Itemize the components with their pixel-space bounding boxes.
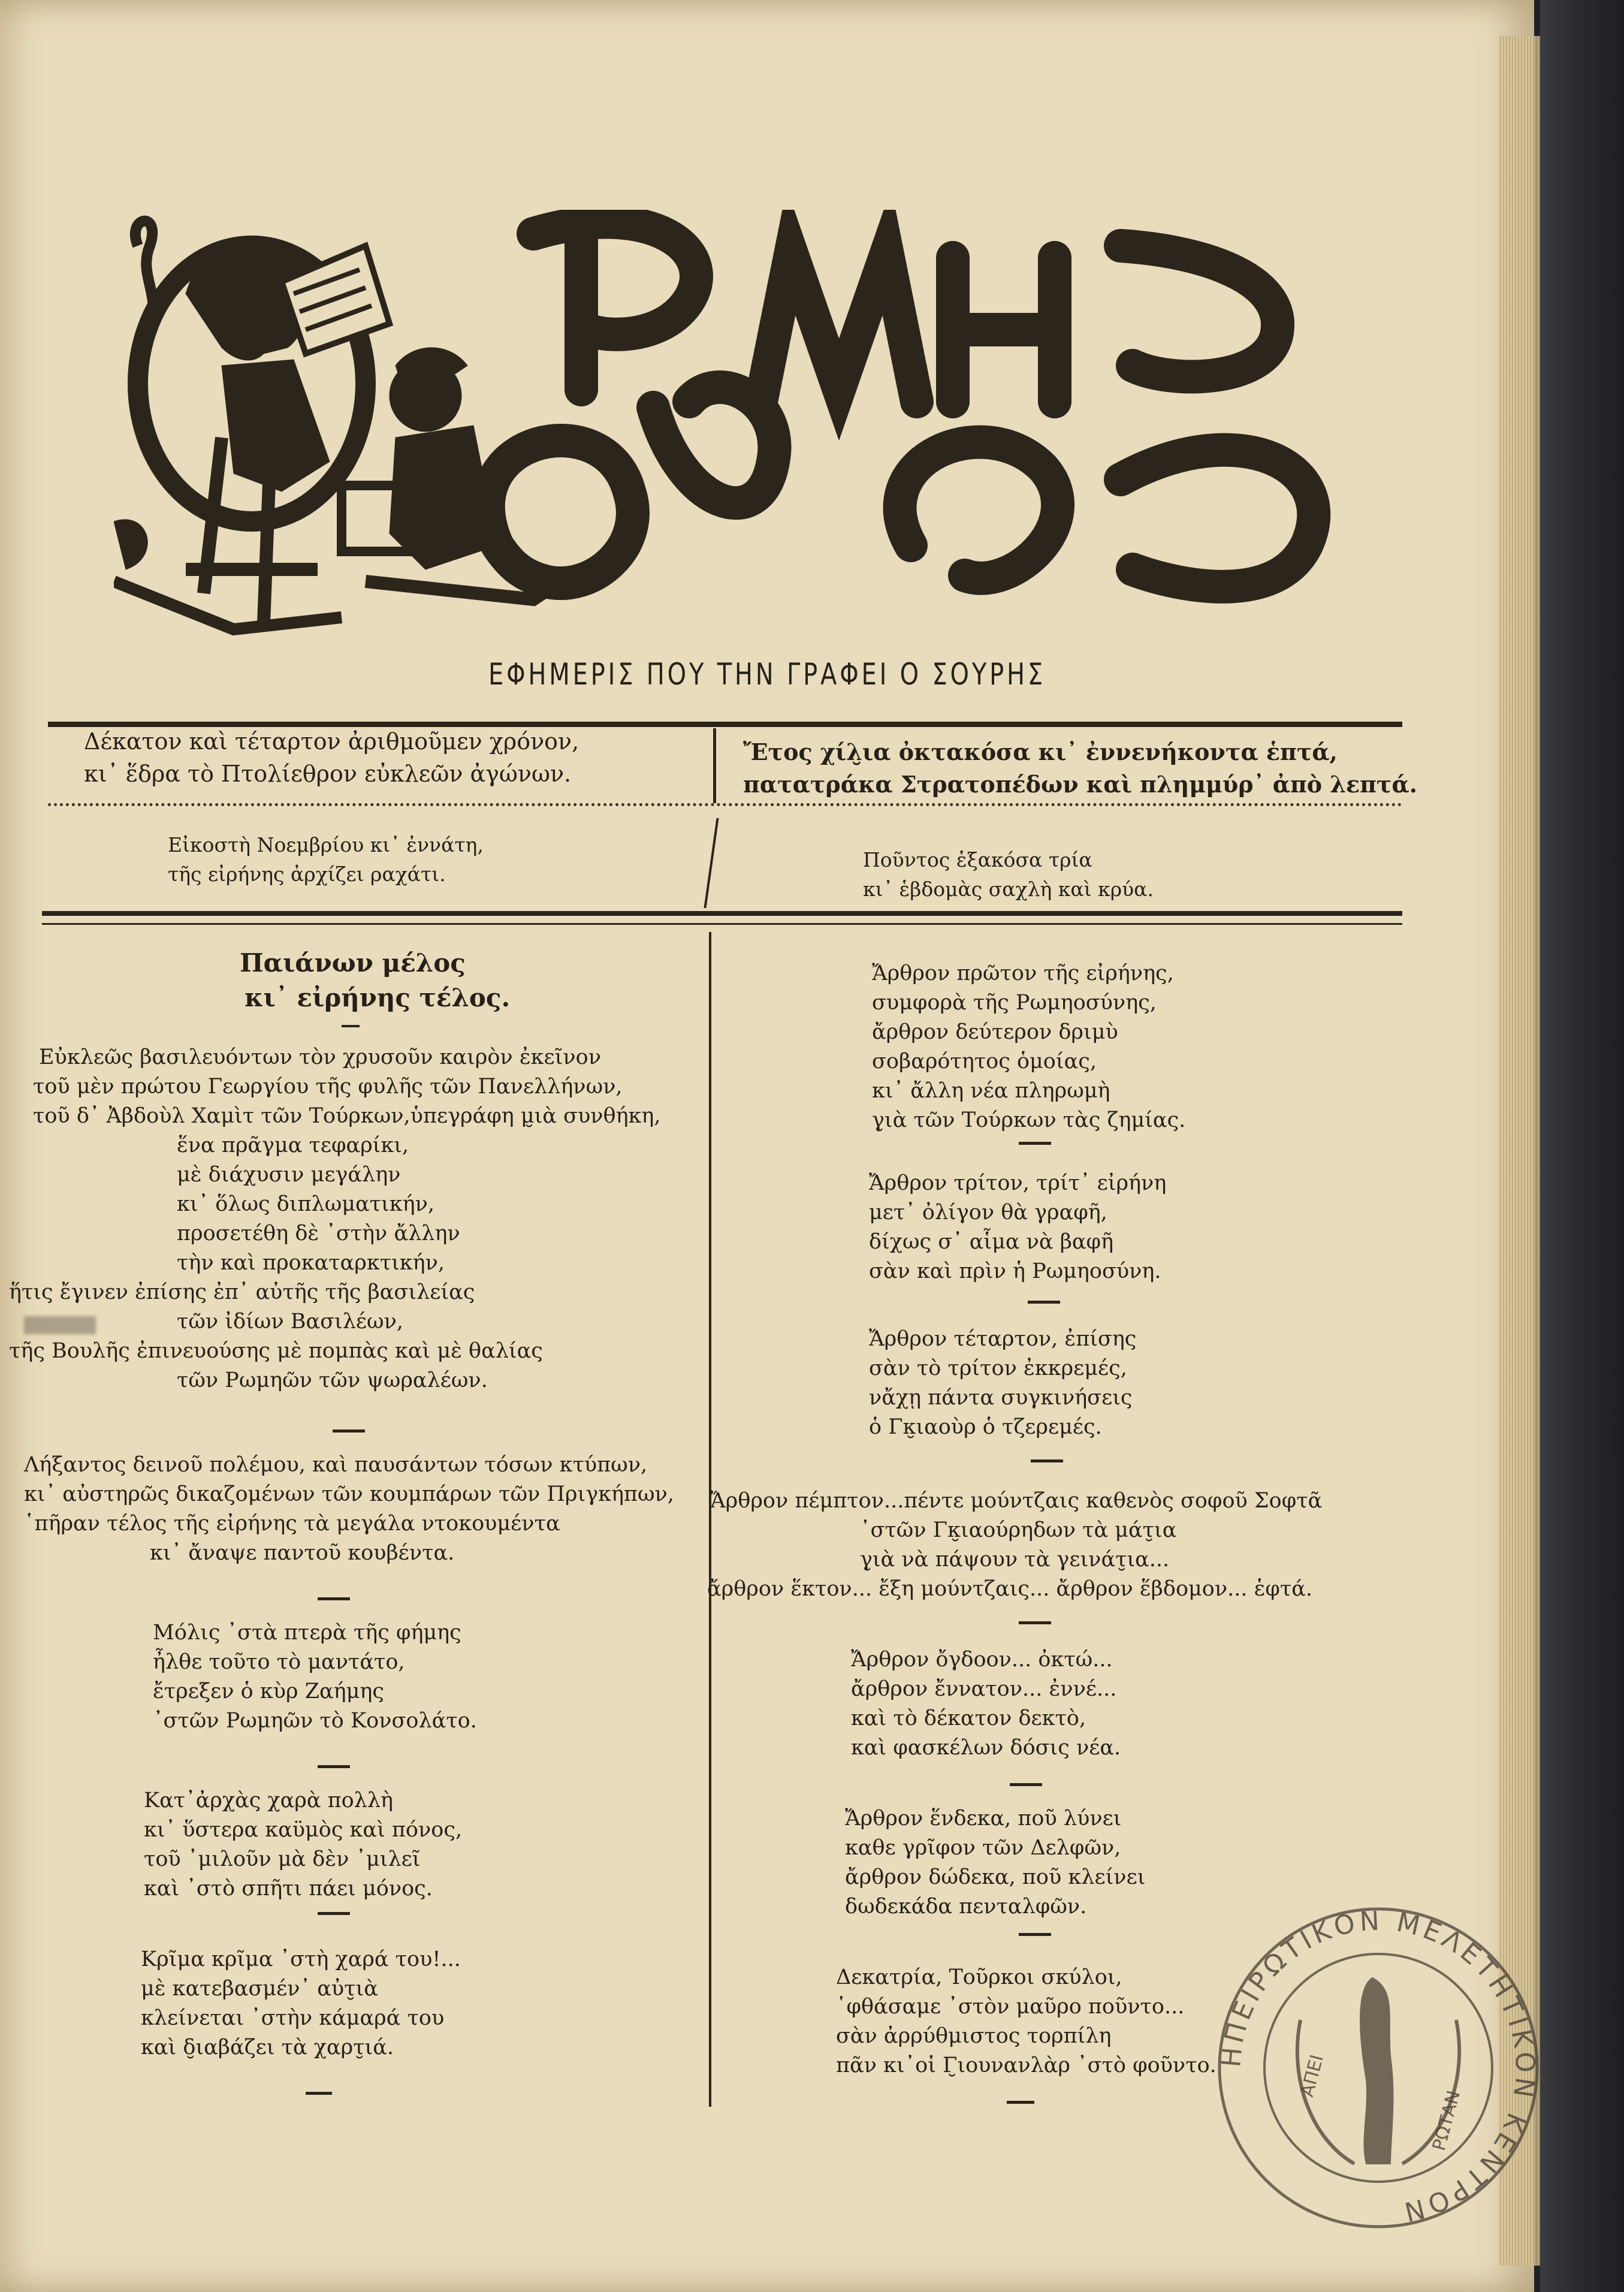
poem-line: γ̮ιὰ τῶν Τούρκων τὰς ζημίας. — [872, 1108, 1186, 1132]
stanza-separator — [333, 1430, 365, 1433]
poem-line: καὶ τὸ δέκατον δεκτὸ, — [851, 1706, 1086, 1730]
dateline-bottom-rule-thin — [42, 923, 1402, 925]
poem-stanza-right-3 — [869, 1325, 1136, 1442]
poem-stanza-right-1 — [872, 959, 1185, 1135]
poem-title-line: κι᾽ εἰρήνης τέλος. — [244, 983, 511, 1012]
poem-stanza-left-2 — [24, 1450, 674, 1568]
stanza-separator — [1019, 1142, 1051, 1145]
poem-stanza-left-1 — [9, 1043, 661, 1395]
stanza-separator — [1019, 1933, 1051, 1936]
dateline-line: κι᾽ ἑβδομὰς σαχλὴ καὶ κρύα. — [863, 877, 1154, 901]
poem-stanza-right-5 — [851, 1645, 1121, 1763]
ink-smudge — [24, 1316, 96, 1334]
poem-line: καὶ δ̮ιαβάζει τὰ χαρτ̮ιά. — [141, 2035, 394, 2059]
poem-line: Λήξαντος δεινοῦ πολέμου, καὶ παυσάντων τόσων κτύπων, — [24, 1453, 648, 1477]
dateline-line: Εἰκοστὴ Νοεμβρίου κι᾽ ἐννάτη, — [168, 833, 484, 857]
poem-stanza-right-4 — [707, 1486, 1323, 1604]
poem-line: Δεκατρία, Τοῦρκοι σκύλοι, — [836, 1965, 1122, 1989]
stanza-separator — [318, 1765, 350, 1768]
seated-man-reading-illustration — [114, 221, 390, 629]
poem-line: κι᾽ ὅλως διπλωματικήν, — [177, 1192, 434, 1216]
poem-line: Μόλις ᾽στὰ πτερὰ τῆς φήμης — [153, 1621, 461, 1645]
poem-line: τῶν ἰδίων Βασιλέων, — [177, 1310, 403, 1334]
poem-line: κλείνεται ᾽στὴν κάμαρά του — [141, 2006, 445, 2030]
poem-line: καὶ ᾽στὸ σπῆτι πάει μόνος. — [144, 1877, 433, 1901]
stanza-separator — [1028, 1301, 1060, 1304]
poem-line: ῾φθάσαμε ᾽στὸν μαῦρο ποῦντο... — [836, 1995, 1185, 2019]
poem-line: Κρῖμα κρῖμα ᾽στὴ χαρά του!... — [141, 1947, 461, 1971]
poem-line: συμφορὰ τῆς Ρωμηοσύνης, — [872, 991, 1157, 1015]
dateline-bottom-right — [863, 845, 1154, 904]
poem-line: τὴν καὶ προκαταρκτικήν, — [177, 1251, 445, 1275]
poem-line: ἄρθρον ἔννατον... ἐννέ... — [851, 1677, 1117, 1701]
poem-line: Ἄρθρον τέταρτον, ἐπίσης — [869, 1327, 1137, 1351]
dateline-line: πατατράκα Στρατοπέδων καὶ πλημμύρ᾽ ἀπὸ λεπτά. — [743, 771, 1417, 798]
poem-line: σὰν ἀρρύθμιστος τορπίλη — [836, 2024, 1112, 2048]
poem-line: Ἄρθρον πρῶτον τῆς εἰρήνης, — [872, 961, 1174, 985]
poem-line: μὲ διάχυσιν μεγάλην — [177, 1163, 401, 1187]
poem-stanza-left-3 — [153, 1618, 477, 1736]
poem-line: μὲ κατεβασμέν᾽ αὐτ̮ιὰ — [141, 1977, 378, 2001]
poem-stanza-left-4 — [144, 1786, 462, 1904]
poem-line: τῆς Βουλῆς ἐπινευούσης μὲ πομπὰς καὶ μὲ θαλίας — [9, 1339, 543, 1363]
masthead-illustration — [114, 210, 1360, 641]
poem-line: τοῦ μὲν πρώτου Γεωργίου τῆς φυλῆς τῶν Πανελλήνων, — [33, 1075, 623, 1099]
poem-line: νἄχῃ πάντα συγκινήσεις — [869, 1386, 1133, 1410]
poem-line: ἄρθρον ἕκτον... ἔξη μούντζαις... ἄρθρον ἕβδομον... ἑφτά. — [707, 1577, 1313, 1601]
poem-line: Κατ᾽ἀρχὰς χαρὰ πολλὴ — [144, 1789, 394, 1813]
masthead-title-letters — [488, 210, 1314, 587]
dateline-line: Δέκατον καὶ τέταρτον ἀριθμοῦμεν χρόνον, — [84, 728, 579, 755]
poem-line: σὰν καὶ πρὶν ἡ Ρωμηοσύνη. — [869, 1259, 1161, 1283]
dateline-top-left — [84, 725, 579, 790]
dateline-bottom-left — [168, 830, 484, 889]
poem-line: Ἄρθρον τρίτον, τρίτ᾽ εἰρήνη — [869, 1171, 1167, 1195]
poem-line: ἄρθρον δεύτερον δριμὺ — [872, 1020, 1118, 1044]
poem-line: Ἄρθρον ὄγδοον... ὀκτώ... — [851, 1648, 1113, 1672]
stanza-separator — [318, 1912, 350, 1915]
stamp-inner-right-text: ΡΩΤΑΝ — [1428, 2088, 1465, 2154]
dateline-line: κι᾽ ἕδρα τὸ Πτολίεθρον εὐκλεῶν ἀγώνων. — [84, 761, 572, 787]
poem-line: τοῦ δ᾽ Ἀβδοὺλ Χαμὶτ τῶν Τούρκων,ὑπεγράφη μ̮ιὰ συνθήκη, — [33, 1104, 661, 1128]
poem-line: καὶ φασκέλων δόσις νέα. — [851, 1736, 1121, 1760]
stanza-separator — [1010, 1783, 1042, 1786]
book-binding — [1540, 0, 1624, 2292]
dateline-divider — [713, 728, 716, 803]
poem-line: δίχως σ᾽ αἷμα νὰ βαφῆ — [869, 1230, 1114, 1254]
poem-line: ὁ Γκ̮ιαοὺρ ὁ τζερεμές. — [869, 1415, 1102, 1439]
poem-line: ἕνα πρᾶγμα τεφαρίκι, — [177, 1133, 409, 1157]
dateline-top-right — [743, 736, 1417, 801]
poem-line: ᾽στῶν Ρωμηῶν τὸ Κονσολάτο. — [153, 1709, 477, 1733]
poem-title — [240, 946, 510, 1015]
poem-line: κι᾽ αὐστηρῶς δικαζομένων τῶν κουμπάρων τῶν Πριγκήπων, — [24, 1482, 674, 1506]
poem-line: Ἄρθρον πέμπτον...πέντε μούντζαις καθενὸς σοφοῦ Σοφτᾶ — [710, 1489, 1323, 1513]
poem-line: κι᾽ ἄναψε παντοῦ κουβέντα. — [150, 1541, 455, 1565]
poem-line: ἔτρεξεν ὁ κὺρ Ζαήμης — [153, 1679, 384, 1703]
poem-line: τοῦ ᾽μιλοῦν μὰ δὲν ᾽μιλεῖ — [144, 1847, 421, 1871]
poem-line: κι᾽ ἄλλη νέα πληρωμὴ — [872, 1079, 1110, 1103]
poem-line: μετ᾽ ὀλίγον θὰ γραφῆ, — [869, 1201, 1107, 1225]
poem-line: ᾽στῶν Γκ̮ιαούρηδων τὰ μάτ̮ια — [860, 1518, 1177, 1542]
library-stamp — [1211, 1900, 1546, 2236]
poem-line: ἄρθρον δώδεκα, ποῦ κλείνει — [845, 1865, 1146, 1889]
poem-line: Ἄρθρον ἕνδεκα, ποῦ λύνει — [845, 1807, 1122, 1830]
stamp-inner-left-text: ΑΠΕΙ — [1296, 2052, 1329, 2100]
poem-line: ἥτις ἔγινεν ἐπίσης ἐπ᾽ αὐτῆς τῆς βασιλείας — [9, 1280, 475, 1304]
poem-line: Εὐκλεῶς βασιλευόντων τὸν χρυσοῦν καιρὸν ἐκεῖνον — [39, 1045, 601, 1069]
poem-line: καθε γρῖφον τῶν Δελφῶν, — [845, 1836, 1121, 1860]
dateline-bottom-rule — [42, 911, 1402, 916]
poem-line: κι᾽ ὕστερα καϋμὸς καὶ πόνος, — [144, 1818, 463, 1842]
dateline-line: Ἔτος χίλ̮ια ὀκτακόσα κι᾽ ἐννενήκοντα ἑπτά, — [743, 738, 1338, 765]
poem-stanza-right-6 — [845, 1804, 1145, 1922]
masthead-subtitle: ΕΦΗΜΕΡΙΣ ΠΟΥ ΤΗΝ ΓΡΑΦΕΙ Ο ΣΟΥΡΗΣ — [488, 657, 1046, 692]
stanza-separator — [1007, 2101, 1034, 2104]
poem-line: σὰν τὸ τρίτον ἐκκρεμές, — [869, 1356, 1127, 1380]
poem-title-line: Παιάνων μέλος — [240, 948, 466, 978]
stanza-separator — [306, 2092, 332, 2095]
dateline-line: Ποῦντος ἑξακόσα τρία — [863, 848, 1092, 871]
dateline-line: τῆς εἰρήνης ἀρχίζει ραχάτι. — [168, 862, 446, 886]
poem-line: τῶν Ρωμηῶν τῶν ψωραλέων. — [177, 1368, 488, 1392]
poem-line: σοβαρότητος ὁμοίας, — [872, 1050, 1097, 1073]
poem-line: πᾶν κι᾽οἱ Γ̮ιουνανλὰρ ᾽στὸ φοῦντο. — [836, 2053, 1217, 2077]
poem-line: ἦλθε τοῦτο τὸ μαντάτο, — [153, 1650, 405, 1674]
stamp-ring-text: ΗΠΕΙΡΩΤΙΚΟΝ ΜΕΛΕΤΗΤΙΚΟΝ ΚΕΝΤΡΟΝ — [1216, 1905, 1541, 2228]
stanza-separator — [1019, 1621, 1051, 1624]
dateline-dotted-rule — [48, 803, 1402, 806]
stanza-separator — [342, 1025, 360, 1027]
poem-line: δωδεκάδα πενταλφῶν. — [845, 1895, 1087, 1919]
poem-line: γ̮ιὰ νὰ πάψουν τὰ γεινάτ̮ια... — [860, 1548, 1170, 1572]
poem-line: ῾πῆραν τέλος τῆς εἰρήνης τὰ μεγάλα ντοκουμέντα — [24, 1512, 560, 1536]
poem-stanza-right-7 — [836, 1963, 1217, 2080]
poem-stanza-left-5 — [141, 1945, 461, 2062]
stanza-separator — [1031, 1459, 1063, 1462]
stanza-separator — [318, 1597, 350, 1600]
poem-stanza-right-2 — [869, 1169, 1166, 1286]
poem-line: προσετέθη δὲ ᾽στὴν ἄλλην — [177, 1222, 460, 1245]
